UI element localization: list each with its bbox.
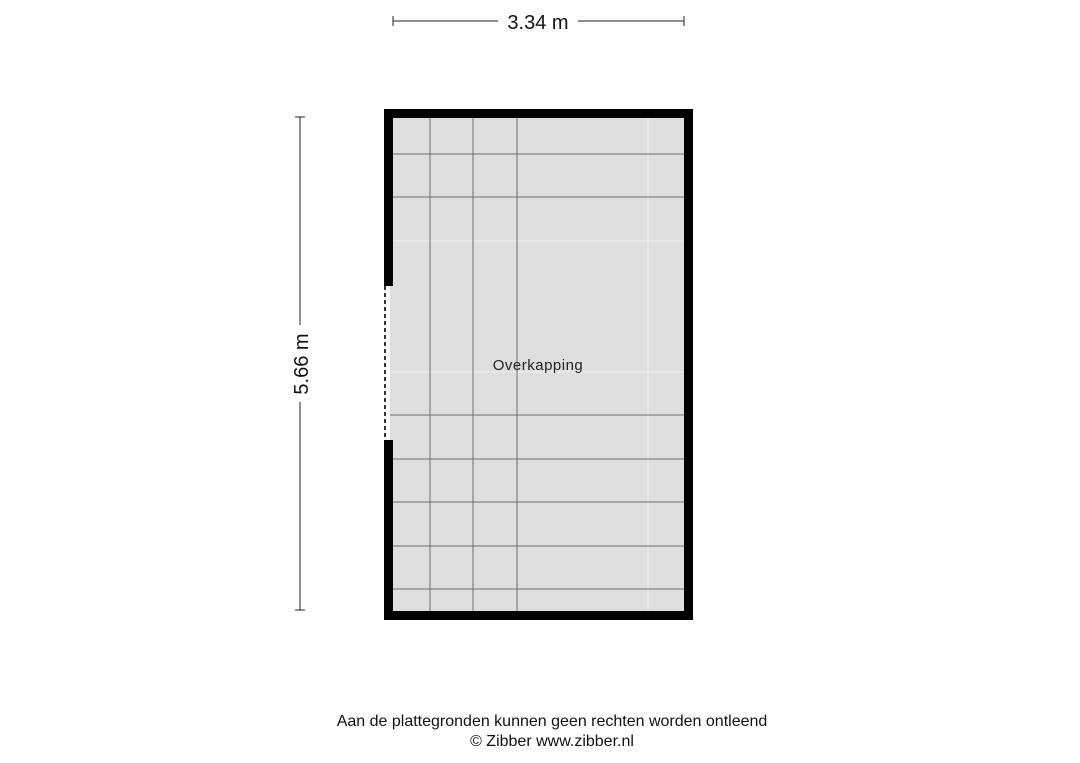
footer (0, 712, 1080, 752)
depth-dimension (291, 117, 313, 610)
width-dimension-label: 3.34 m (507, 12, 569, 34)
room-label: Overkapping (492, 357, 584, 374)
footer-copyright: © Zibber www.zibber.nl (470, 733, 634, 750)
depth-dimension-label: 5.66 m (291, 333, 313, 395)
footer-disclaimer: Aan de plattegronden kunnen geen rechten worden ontleend (336, 713, 768, 730)
width-dimension (393, 12, 684, 34)
